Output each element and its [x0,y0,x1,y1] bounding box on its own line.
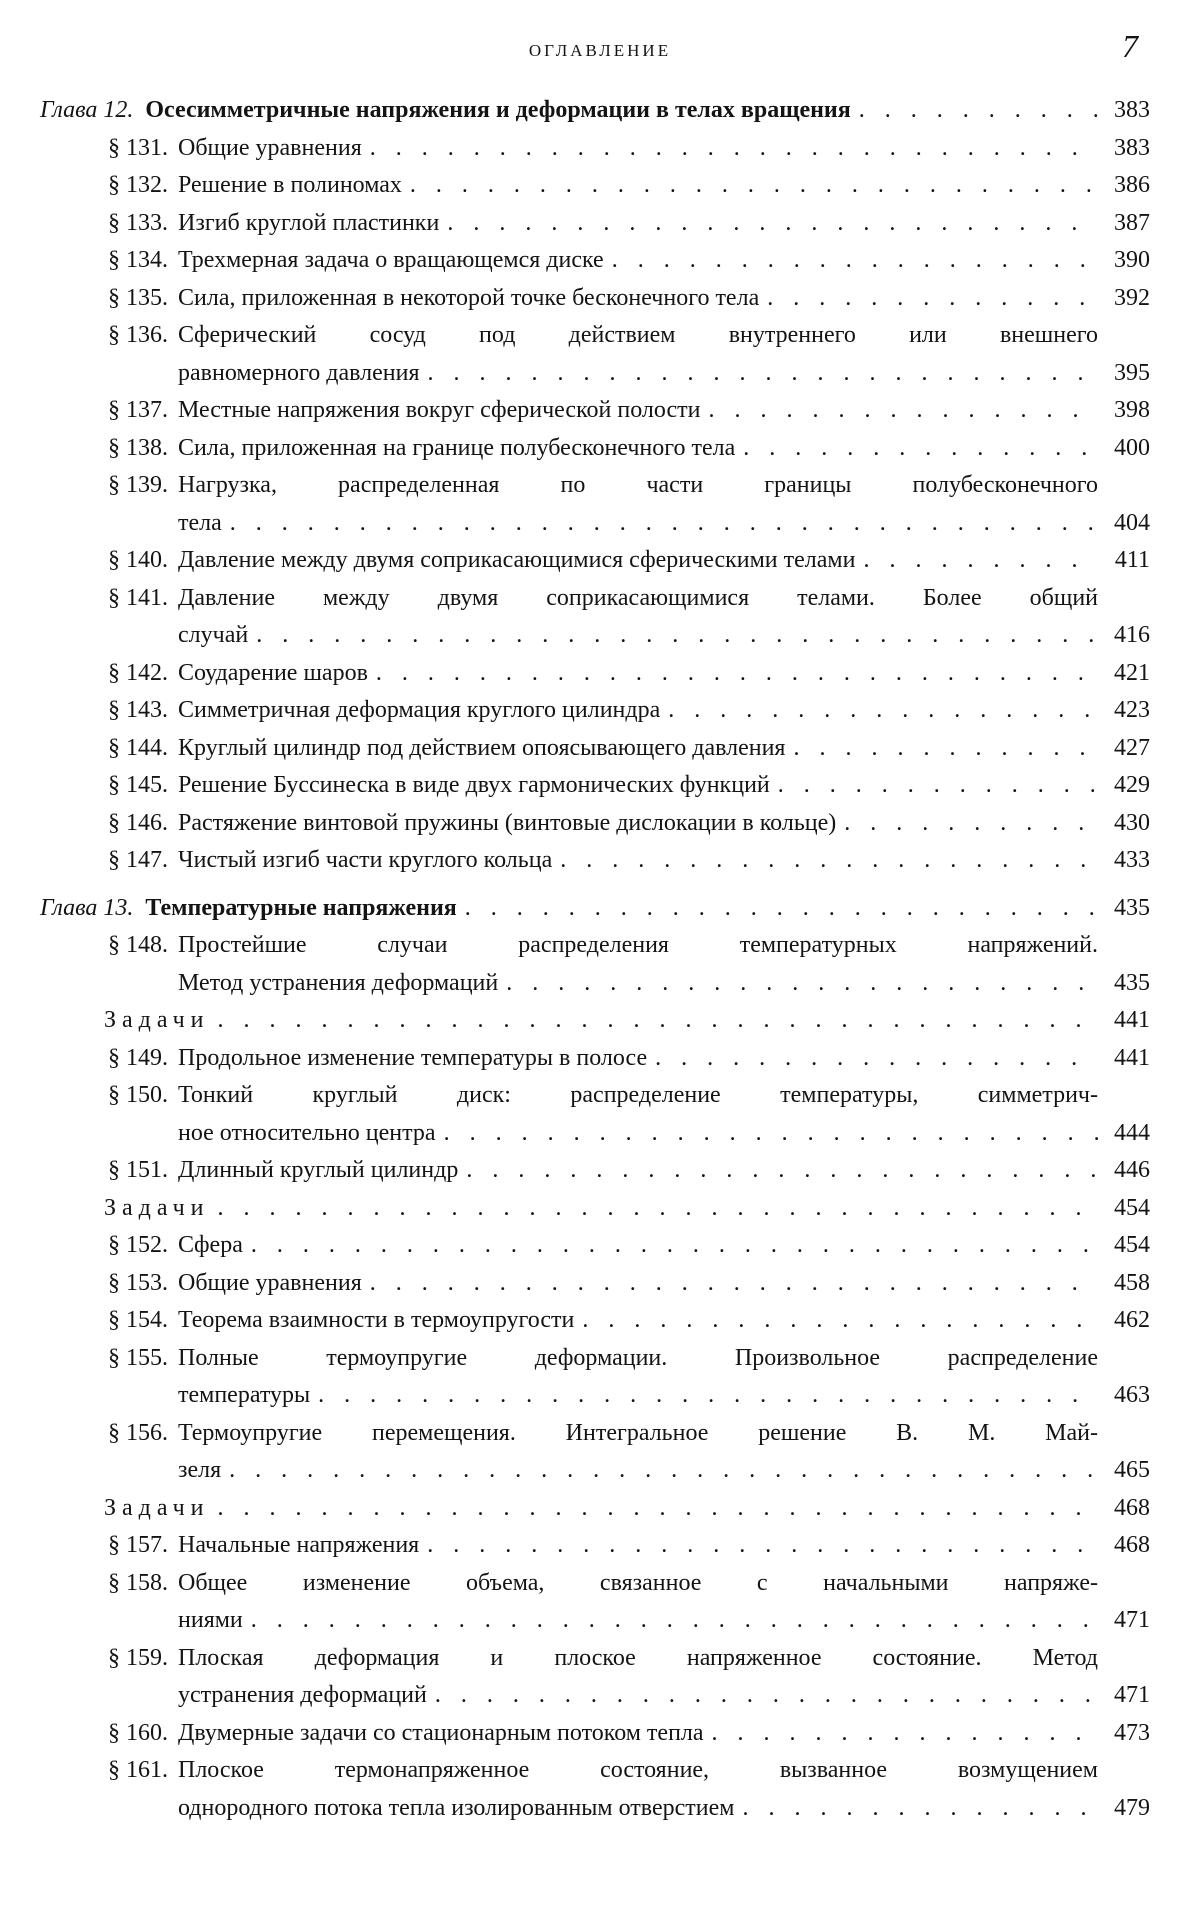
page-header [0,28,1200,68]
toc-line [40,205,1150,243]
section-title: Начальные напряжения [178,1532,420,1558]
toc-line [40,1452,1150,1490]
section-title: тела [178,509,222,536]
section-title: Общее изменение объема, связанное с начальными напряже- [178,1569,1098,1596]
toc-line [40,542,1150,580]
section-number: § 137. [108,397,168,423]
toc-section [40,392,1150,430]
toc-line [40,1490,1150,1528]
page-ref: 468 [1114,1532,1150,1558]
toc-line [40,1340,1150,1378]
dot-leader [435,1677,1098,1715]
toc-section [40,1152,1150,1190]
toc-line [40,580,1150,618]
section-title: температуры [178,1382,311,1408]
section-number: § 160. [108,1719,168,1746]
dot-leader [778,767,1098,805]
section-number: § 154. [108,1307,168,1333]
section-title: Сила, приложенная в некоторой точке бесконечного тела [178,284,760,311]
toc-line [40,280,1150,318]
toc-line-continuation [40,505,1150,543]
page-ref: 473 [1114,1719,1150,1746]
page-ref: 479 [1114,1794,1150,1821]
section-title: зеля [178,1457,222,1483]
section-title: Теорема взаимности в термоупругости [178,1307,575,1333]
page-ref: 423 [1114,697,1150,723]
toc-tasks [40,1002,1150,1040]
toc-line-continuation [40,1115,1150,1153]
toc-line [40,1377,1150,1415]
section-title: Тонкий круглый диск: распределение температуры, симметрич- [178,1082,1098,1108]
page-ref: 421 [1114,659,1150,686]
page-ref: 444 [1114,1119,1150,1146]
section-number: § 144. [108,734,168,761]
toc-section [40,1527,1150,1565]
toc-line [40,1715,1150,1753]
section-title: Изгиб круглой пластинки [178,209,440,236]
toc-line [40,1190,1150,1228]
toc-line-continuation [40,1452,1150,1490]
toc-line-continuation [40,1602,1150,1640]
toc-line [40,430,1150,468]
section-title: Давление между двумя соприкасающимися телами. Более общий [178,584,1098,611]
dot-leader [712,1715,1098,1753]
toc-chapter [40,890,1150,928]
dot-leader [218,1002,1099,1040]
section-title: Соударение шаров [178,659,368,686]
section-title: ное относительно центра [178,1119,436,1146]
page-ref: 383 [1114,134,1150,161]
section-number: § 148. [108,932,168,958]
section-title: Метод устранения деформаций [178,969,499,996]
toc-line [40,1677,1150,1715]
toc-section [40,1340,1150,1415]
toc-line [40,1640,1150,1678]
section-title: однородного потока тепла изолированным отверстием [178,1794,735,1821]
toc-line [40,1227,1150,1265]
chapter-number: Глава 12. [40,97,134,123]
page-ref: 446 [1114,1157,1150,1183]
page-ref: 430 [1114,809,1150,836]
section-number: § 156. [108,1419,168,1446]
toc-line [40,167,1150,205]
toc-section [40,842,1150,880]
dot-leader [612,242,1098,280]
toc-section [40,130,1150,168]
section-title: Сила, приложенная на границе полубесконечного тела [178,434,736,461]
toc-line-continuation [40,1677,1150,1715]
section-number: § 143. [108,697,168,723]
running-head: ОГЛАВЛЕНИЕ [528,41,672,60]
toc-line [40,467,1150,505]
dot-leader [370,1265,1098,1303]
section-title: ниями [178,1607,243,1633]
toc-section [40,655,1150,693]
page-ref: 468 [1114,1494,1150,1521]
toc-section [40,542,1150,580]
section-number: § 158. [108,1569,168,1596]
toc-line [40,1040,1150,1078]
section-title: Растяжение винтовой пружины (винтовые дислокации в кольце) [178,809,837,836]
toc-line [40,1265,1150,1303]
page-ref: 427 [1114,734,1150,761]
page-ref: 471 [1114,1682,1150,1708]
page-ref: 386 [1114,172,1150,198]
toc-section [40,1640,1150,1715]
section-number: § 159. [108,1644,168,1671]
toc-line [40,1077,1150,1115]
toc-section [40,1265,1150,1303]
page-ref: 411 [1114,547,1150,573]
section-number: § 140. [108,547,168,573]
toc-line [40,692,1150,730]
dot-leader [251,1602,1098,1640]
dot-leader [793,730,1098,768]
section-title: Чистый изгиб части круглого кольца [178,847,553,873]
table-of-contents [40,92,1150,1827]
dot-leader [466,1152,1098,1190]
dot-leader [410,167,1098,205]
section-number: § 131. [108,134,168,161]
toc-line [40,1002,1150,1040]
toc-line [40,1115,1150,1153]
section-title: Простейшие случаи распределения температурных напряжений. [178,932,1098,958]
dot-leader [230,505,1098,543]
page-ref: 395 [1114,359,1150,386]
section-title: Решение Буссинеска в виде двух гармонических функций [178,772,770,798]
dot-leader [767,280,1098,318]
section-number: § 157. [108,1532,168,1558]
section-title: Плоское термонапряженное состояние, вызванное возмущением [178,1757,1098,1783]
dot-leader [655,1040,1098,1078]
page-ref: 392 [1114,284,1150,311]
toc-line [40,617,1150,655]
toc-line [40,92,1150,130]
dot-leader [560,842,1098,880]
page-ref: 398 [1114,397,1150,423]
toc-line [40,355,1150,393]
toc-section [40,280,1150,318]
toc-section [40,927,1150,1002]
toc-section [40,692,1150,730]
section-number: § 136. [108,322,168,348]
dot-leader [447,205,1098,243]
toc-line-continuation [40,617,1150,655]
dot-leader [863,542,1098,580]
page-ref: 383 [1114,97,1150,123]
section-title: Давление между двумя соприкасающимися сферическими телами [178,547,856,573]
toc-line [40,1790,1150,1828]
toc-line-continuation [40,355,1150,393]
dot-leader [256,617,1098,655]
toc-section [40,1715,1150,1753]
section-number: § 147. [108,847,168,873]
page-ref: 433 [1114,847,1150,873]
section-title: равномерного давления [178,359,420,386]
toc-line [40,392,1150,430]
section-title: Длинный круглый цилиндр [178,1157,459,1183]
page-ref: 435 [1114,969,1150,996]
toc-line [40,1415,1150,1453]
toc-section [40,730,1150,768]
toc-section [40,1040,1150,1078]
page-ref: 454 [1114,1194,1150,1221]
section-title: Нагрузка, распределенная по части границы полубесконечного [178,472,1098,498]
section-number: § 133. [108,209,168,236]
page-ref: 400 [1114,434,1150,461]
toc-line [40,317,1150,355]
toc-line [40,242,1150,280]
toc-section [40,317,1150,392]
section-title: Двумерные задачи со стационарным потоком тепла [178,1719,704,1746]
dot-leader [218,1190,1099,1228]
toc-section [40,1565,1150,1640]
toc-line [40,805,1150,843]
section-number: § 132. [108,172,168,198]
section-number: § 145. [108,772,168,798]
dot-leader [444,1115,1098,1153]
section-number: § 155. [108,1344,168,1371]
toc-chapter [40,92,1150,130]
section-title: Продольное изменение температуры в полосе [178,1044,648,1071]
toc-line [40,655,1150,693]
dot-leader [844,805,1098,843]
toc-section [40,242,1150,280]
tasks-label: Задачи [104,1194,210,1221]
toc-line [40,1152,1150,1190]
section-title: Термоупругие перемещения. Интегральное решение В. М. Май- [178,1419,1098,1446]
tasks-label: Задачи [104,1494,210,1521]
section-title: Круглый цилиндр под действием опоясывающего давления [178,734,786,761]
chapter-title: Осесимметричные напряжения и деформации в телах вращения [145,97,851,123]
toc-section [40,1752,1150,1827]
dot-leader [582,1302,1098,1340]
section-title: Общие уравнения [178,1269,362,1296]
toc-line [40,767,1150,805]
toc-line [40,842,1150,880]
dot-leader [318,1377,1098,1415]
chapter-number: Глава 13. [40,894,134,921]
toc-line [40,890,1150,928]
dot-leader [708,392,1098,430]
dot-leader [668,692,1098,730]
page-ref: 390 [1114,247,1150,273]
section-title: Симметричная деформация круглого цилиндра [178,697,661,723]
toc-section [40,430,1150,468]
section-number: § 142. [108,659,168,686]
dot-leader [506,965,1098,1003]
page-ref: 471 [1114,1607,1150,1633]
section-title: Трехмерная задача о вращающемся диске [178,247,604,273]
section-number: § 151. [108,1157,168,1183]
section-title: случай [178,622,249,648]
section-title: Местные напряжения вокруг сферической полости [178,397,701,423]
toc-line [40,1752,1150,1790]
section-title: Решение в полиномах [178,172,402,198]
section-number: § 152. [108,1232,168,1258]
page-ref: 387 [1114,209,1150,236]
toc-section [40,767,1150,805]
toc-section [40,467,1150,542]
toc-section [40,1415,1150,1490]
dot-leader [376,655,1098,693]
toc-line [40,505,1150,543]
toc-line-continuation [40,965,1150,1003]
section-title: Сфера [178,1232,243,1258]
dot-leader [742,1790,1098,1828]
dot-leader [428,355,1098,393]
tasks-label: Задачи [104,1007,210,1033]
section-number: § 149. [108,1044,168,1071]
toc-line [40,927,1150,965]
section-number: § 139. [108,472,168,498]
toc-line-continuation [40,1790,1150,1828]
section-title: Плоская деформация и плоское напряженное состояние. Метод [178,1644,1098,1671]
toc-line [40,730,1150,768]
toc-line [40,1302,1150,1340]
dot-leader [743,430,1098,468]
section-number: § 153. [108,1269,168,1296]
dot-leader [859,92,1098,130]
page-ref: 463 [1114,1382,1150,1408]
chapter-title: Температурные напряжения [145,894,457,921]
toc-section [40,167,1150,205]
toc-line [40,130,1150,168]
dot-leader [251,1227,1098,1265]
toc-line [40,1565,1150,1603]
page-ref: 429 [1114,772,1150,798]
dot-leader [218,1490,1099,1528]
dot-leader [370,130,1098,168]
section-title: Полные термоупругие деформации. Произвольное распределение [178,1344,1098,1371]
section-number: § 146. [108,809,168,836]
toc-line [40,965,1150,1003]
toc-section [40,1302,1150,1340]
toc-tasks [40,1490,1150,1528]
toc-section [40,1077,1150,1152]
section-number: § 161. [108,1757,168,1783]
page-ref: 465 [1114,1457,1150,1483]
dot-leader [427,1527,1098,1565]
page-ref: 454 [1114,1232,1150,1258]
toc-tasks [40,1190,1150,1228]
page-ref: 462 [1114,1307,1150,1333]
toc-line [40,1602,1150,1640]
section-title: устранения деформаций [178,1682,427,1708]
section-number: § 135. [108,284,168,311]
section-number: § 150. [108,1082,168,1108]
page-ref: 441 [1114,1044,1150,1071]
toc-section [40,205,1150,243]
section-number: § 141. [108,584,168,611]
section-number: § 134. [108,247,168,273]
page-ref: 441 [1114,1007,1150,1033]
toc-section [40,805,1150,843]
page-number: 7 [1122,28,1138,64]
page-ref: 416 [1114,622,1150,648]
page-ref: 435 [1114,894,1150,921]
dot-leader [465,890,1098,928]
section-title: Общие уравнения [178,134,362,161]
dot-leader [229,1452,1098,1490]
toc-line [40,1527,1150,1565]
toc-section [40,580,1150,655]
page-ref: 458 [1114,1269,1150,1296]
page-ref: 404 [1114,509,1150,536]
section-number: § 138. [108,434,168,461]
toc-line-continuation [40,1377,1150,1415]
toc-section [40,1227,1150,1265]
section-title: Сферический сосуд под действием внутреннего или внешнего [178,322,1098,348]
